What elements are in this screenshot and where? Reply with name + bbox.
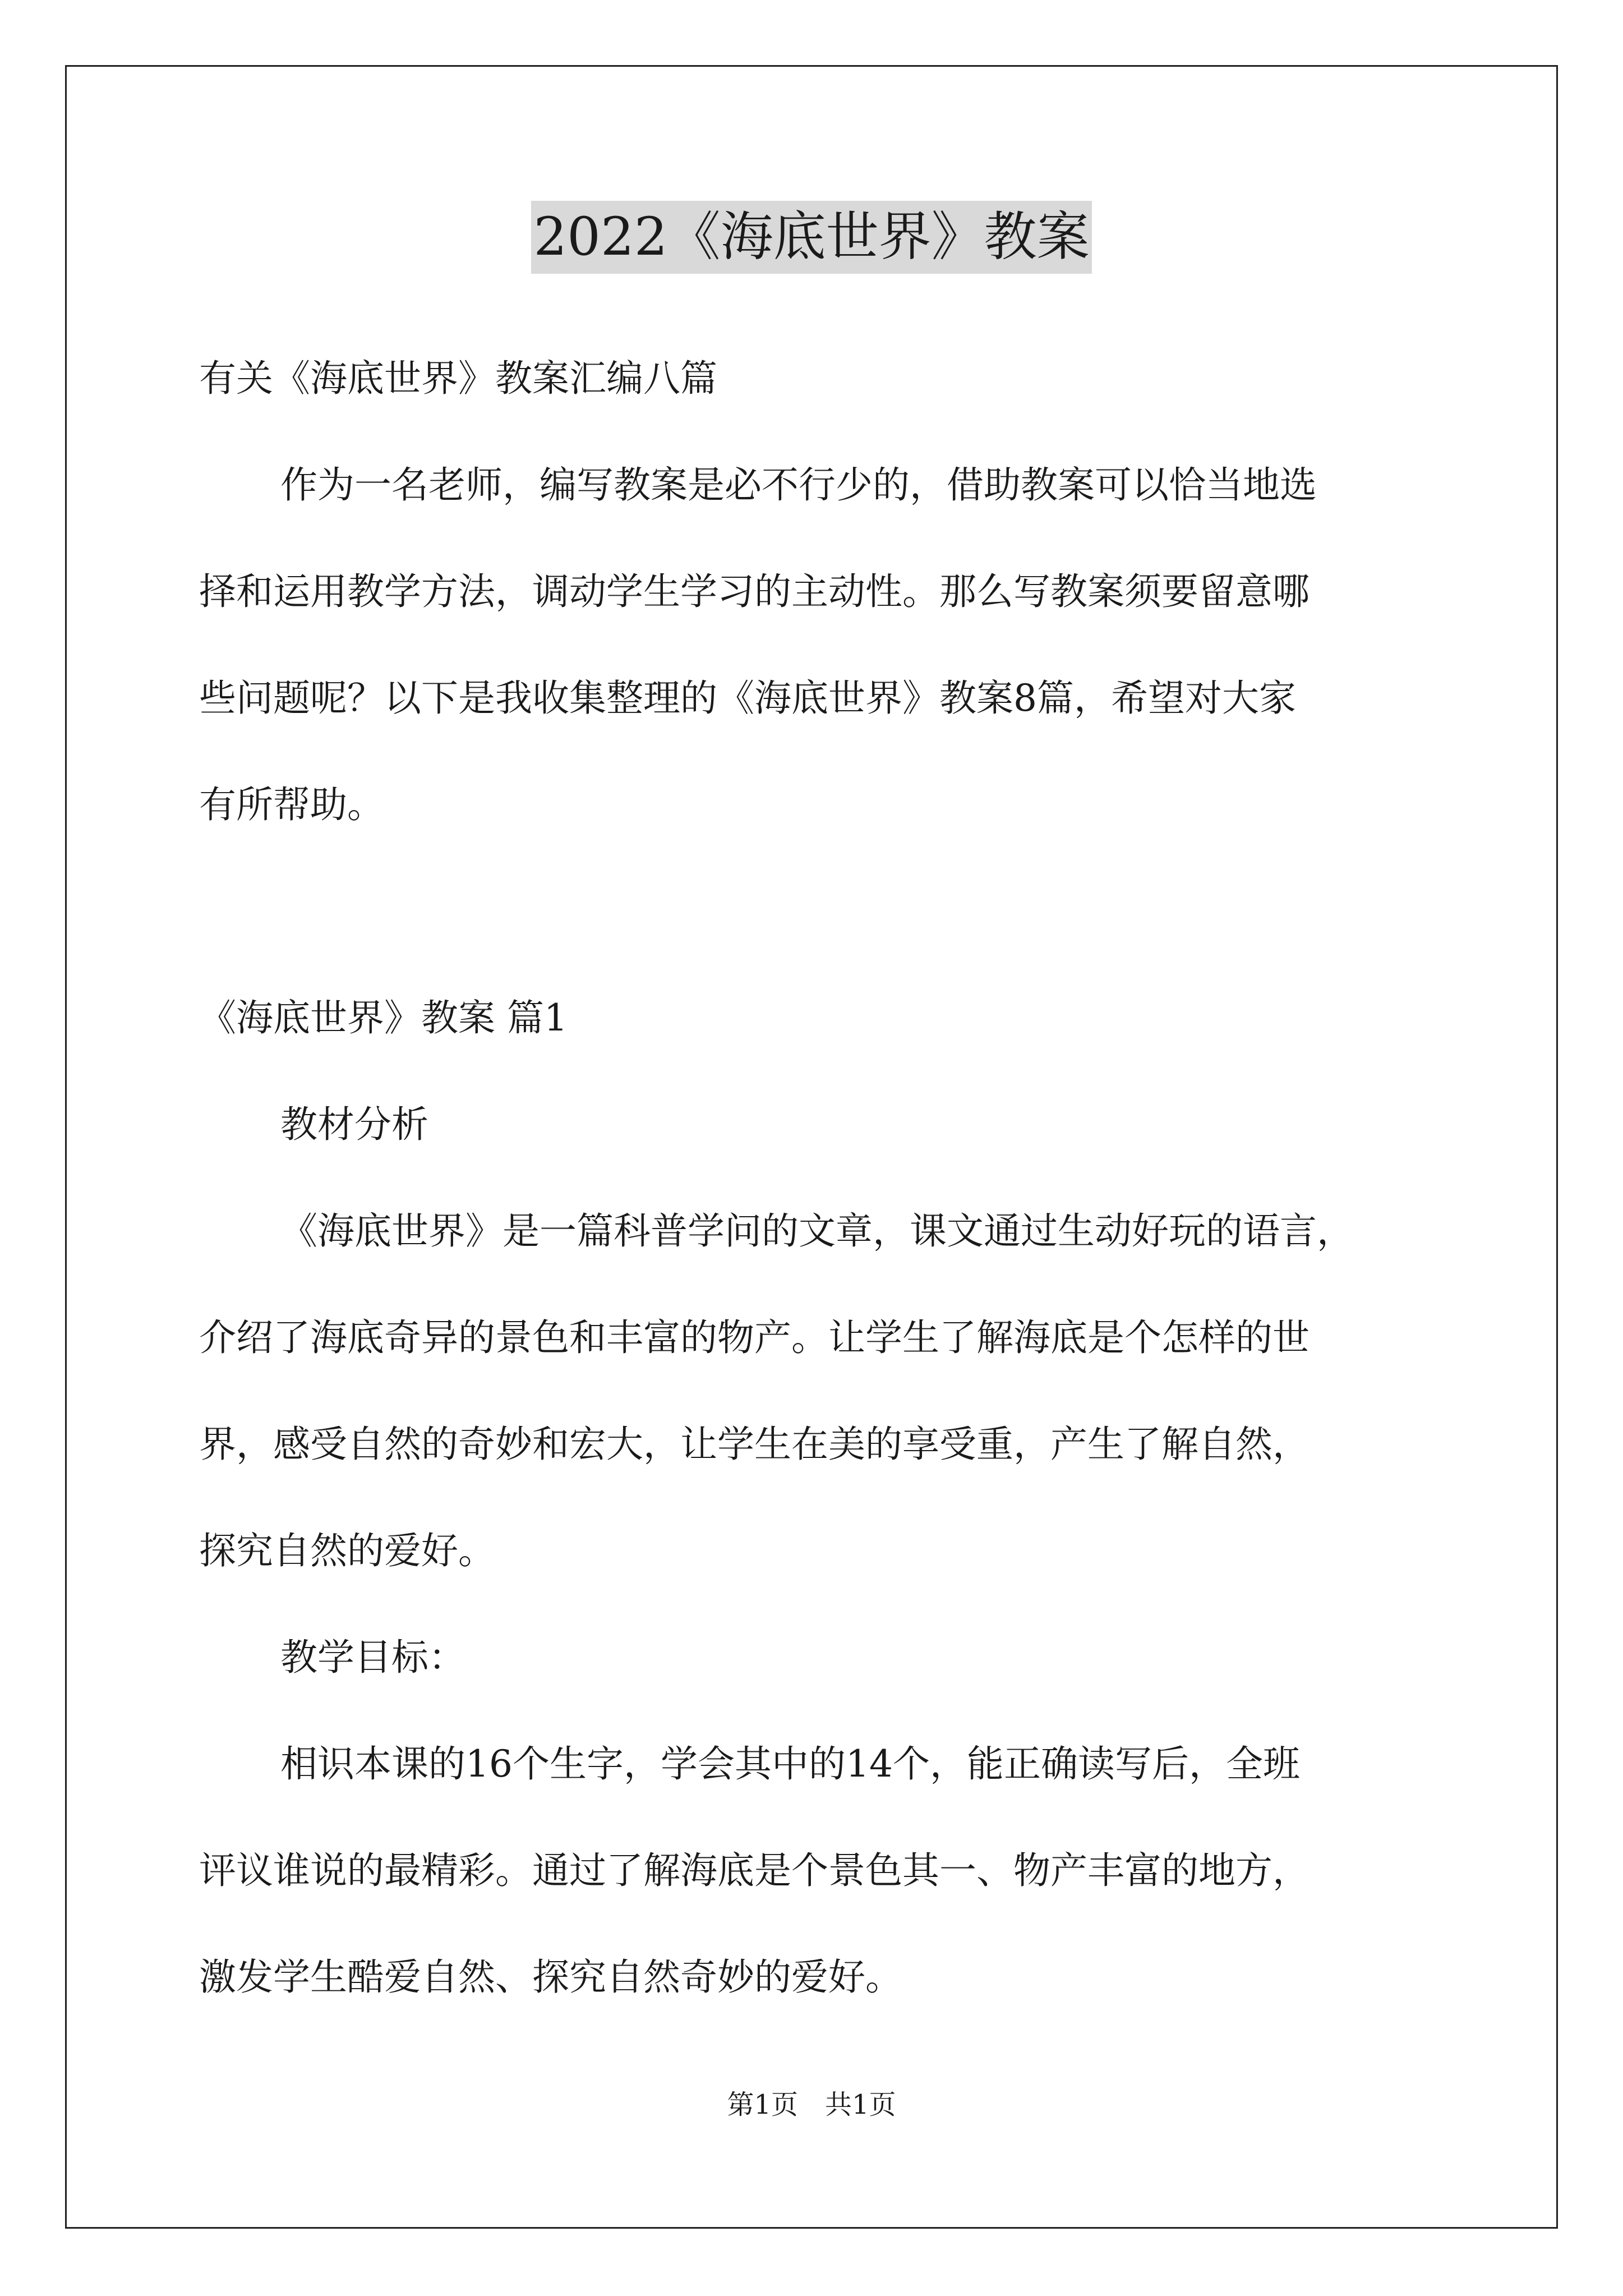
analysis-paragraph-line-4: 探究自然的爱好。 (199, 1529, 495, 1572)
goals-paragraph-line-1: 相识本课的16个生字，学会其中的14个，能正确读写后，全班 (280, 1742, 1300, 1786)
section-heading: 《海底世界》教案 篇1 (199, 996, 568, 1039)
subheading-material-analysis: 教材分析 (280, 1103, 428, 1146)
analysis-paragraph-line-3: 界，感受自然的奇妙和宏大，让学生在美的享受重，产生了解自然， (199, 1423, 1310, 1466)
page-footer: 第1页 共1页 (727, 2089, 896, 2120)
intro-paragraph-line-3: 些问题呢？以下是我收集整理的《海底世界》教案8篇，希望对大家 (199, 677, 1296, 720)
analysis-paragraph-line-1: 《海底世界》是一篇科普学问的文章，课文通过生动好玩的语言， (280, 1209, 1354, 1253)
subtitle-line: 有关《海底世界》教案汇编八篇 (199, 357, 717, 400)
intro-paragraph-line-2: 择和运用教学方法，调动学生学习的主动性。那么写教案须要留意哪 (199, 570, 1310, 613)
title-container (0, 201, 1623, 274)
intro-paragraph-line-1: 作为一名老师，编写教案是必不行少的，借助教案可以恰当地选 (280, 463, 1317, 507)
document-title: 2022《海底世界》教案 (531, 201, 1091, 274)
goals-paragraph-line-2: 评议谁说的最精彩。通过了解海底是个景色其一、物产丰富的地方， (199, 1849, 1310, 1892)
analysis-paragraph-line-2: 介绍了海底奇异的景色和丰富的物产。让学生了解海底是个怎样的世 (199, 1316, 1310, 1359)
subheading-teaching-goals: 教学目标： (280, 1636, 465, 1679)
intro-paragraph-line-4: 有所帮助。 (199, 783, 384, 826)
goals-paragraph-line-3: 激发学生酷爱自然、探究自然奇妙的爱好。 (199, 1955, 902, 1999)
